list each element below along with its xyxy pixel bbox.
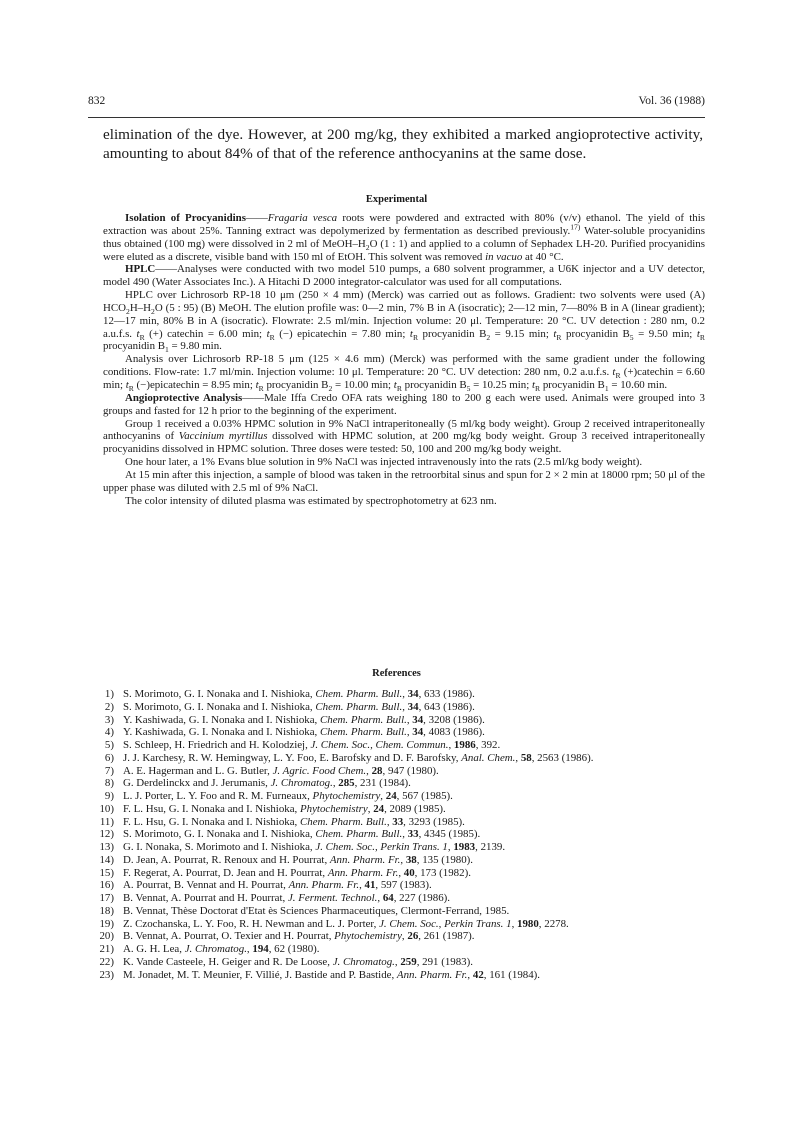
- reference-citation: B. Vennat, Thèse Doctorat d'Etat ès Sciences Pharmaceutiques, Clermont-Ferrand, 1985.: [123, 904, 510, 917]
- reference-item: [88, 752, 733, 765]
- reference-number: 18): [99, 904, 114, 917]
- reference-item: [88, 956, 733, 969]
- reference-item: [88, 867, 733, 880]
- references-list: [88, 688, 733, 981]
- reference-volume: 34: [412, 713, 424, 726]
- reference-number: 17): [99, 892, 114, 904]
- reference-number: 15): [99, 866, 114, 879]
- reference-citation: S. Morimoto, G. I. Nonaka and I. Nishioka, Chem. Pharm. Bull., 33, 4345 (1985).: [123, 828, 481, 841]
- intro-paragraph: [103, 125, 703, 163]
- reference-item: [88, 969, 733, 982]
- reference-citation: D. Jean, A. Pourrat, R. Renoux and H. Pourrat, Ann. Pharm. Fr., 38, 135 (1980).: [123, 853, 474, 866]
- reference-journal: Phytochemistry: [299, 802, 368, 815]
- reference-citation: A. Pourrat, B. Vennat and H. Pourrat, Ann. Pharm. Fr., 41, 597 (1983).: [123, 879, 432, 892]
- reference-item: [88, 816, 733, 829]
- evans-blue-paragraph: One hour later, a 1% Evans blue solution in 9% NaCl was injected intravenously into the rats (2.5 ml/kg body weight).: [125, 456, 643, 469]
- reference-volume: 33: [392, 815, 404, 828]
- reference-journal: Ann. Pharm. Fr.: [327, 866, 399, 879]
- angioprotective-label: Angioprotective Analysis: [125, 391, 243, 404]
- reference-item: [88, 828, 733, 841]
- reference-volume: 42: [472, 968, 484, 981]
- reference-citation: B. Vennat, A. Pourrat and H. Pourrat, J. Ferment. Technol., 64, 227 (1986).: [123, 892, 450, 904]
- reference-citation: G. I. Nonaka, S. Morimoto and I. Nishioka, J. Chem. Soc., Perkin Trans. 1, 1983, 2139.: [123, 841, 506, 853]
- isolation-species: Fragaria vesca: [267, 212, 338, 224]
- reference-volume: 38: [405, 853, 417, 866]
- reference-item: [88, 879, 733, 892]
- reference-citation: A. G. H. Lea, J. Chromatog., 194, 62 (1980).: [123, 943, 320, 955]
- group-species: Vaccinium myrtillus: [178, 430, 268, 443]
- reference-volume: 28: [371, 764, 383, 777]
- reference-number: 4): [104, 726, 114, 739]
- reference-number: 3): [104, 713, 114, 726]
- reference-journal: Phytochemistry: [334, 930, 402, 943]
- reference-citation: M. Jonadet, M. T. Meunier, F. Villié, J. Bastide and P. Bastide, Ann. Pharm. Fr., 42, 161 (1984).: [123, 968, 541, 981]
- reference-number: 5): [104, 739, 114, 751]
- volume-label: Vol. 36 (1988): [638, 95, 705, 107]
- reference-citation: Y. Kashiwada, G. I. Nonaka and I. Nishioka, Chem. Pharm. Bull., 34, 4083 (1986).: [123, 726, 485, 739]
- reference-citation: F. L. Hsu, G. I. Nonaka and I. Nishioka, Chem. Pharm. Bull., 33, 3293 (1985).: [123, 815, 465, 828]
- reference-journal: Ann. Pharm. Fr.: [288, 879, 360, 892]
- reference-number: 1): [104, 688, 114, 700]
- reference-journal: J. Chromatog.: [332, 955, 395, 968]
- reference-journal: Ann. Pharm. Fr.: [396, 968, 468, 981]
- reference-item: [88, 739, 733, 752]
- reference-volume: 1980: [517, 917, 539, 930]
- hplc-label: HPLC: [125, 263, 156, 276]
- reference-citation: Z. Czochanska, L. Y. Foo, R. H. Newman and L. J. Porter, J. Chem. Soc., Perkin Trans. 1, 1980, 2278.: [123, 917, 569, 930]
- reference-item: [88, 905, 733, 918]
- reference-number: 23): [99, 968, 114, 981]
- reference-volume: 285: [338, 777, 355, 790]
- reference-citation: F. L. Hsu, G. I. Nonaka and I. Nishioka, Phytochemistry, 24, 2089 (1985).: [123, 802, 446, 815]
- reference-journal: Chem. Pharm. Bull.: [315, 700, 403, 713]
- reference-item: [88, 841, 733, 854]
- reference-item: [88, 943, 733, 956]
- reference-number: 13): [99, 841, 114, 853]
- reference-journal: Ann. Pharm. Fr.: [329, 853, 401, 866]
- reference-item: [88, 726, 733, 739]
- hplc-paragraph: HPLC——Analyses were conducted with two model 510 pumps, a 680 solvent programmer, a U6K injector and a UV detector, model 490 (Water Associates Inc.). A Hitachi D 2000 integrator-calculator was used for all computations.: [103, 263, 705, 289]
- reference-journal: J. Chromatog.: [270, 777, 333, 790]
- reference-citation: L. J. Porter, L. Y. Foo and R. M. Furneaux, Phytochemistry, 24, 567 (1985).: [123, 790, 453, 802]
- reference-item: [88, 688, 733, 701]
- reference-citation: K. Vande Casteele, H. Geiger and R. De Loose, J. Chromatog., 259, 291 (1983).: [123, 955, 473, 968]
- reference-citation: B. Vennat, A. Pourrat, O. Texier and H. Pourrat, Phytochemistry, 26, 261 (1987).: [123, 930, 475, 943]
- reference-number: 11): [99, 815, 114, 828]
- blood-sample-paragraph: At 15 min after this injection, a sample of blood was taken in the retroorbital sinus and spun for 2 × 2 min at 18000 rpm; 50 μl of the upper phase was diluted with 2.5 ml of 9% NaCl.: [103, 468, 705, 494]
- experimental-heading: Experimental: [365, 194, 428, 205]
- reference-citation: G. Derdelinckx and J. Jerumanis, J. Chromatog., 285, 231 (1984).: [123, 777, 411, 790]
- analysis-paragraph: Analysis over Lichrosorb RP-18 5 μm (125 × 4.6 mm) (Merck) was performed with the same gradient under the following conditions. Flow-rate: 1.7 ml/min. Injection volume: 10 μl. Temperature: 20 °C. UV detection: 280 nm, 0.2 a.u.f.s. $t_R$ (+)catechin = 6.60 min; $t_R$ (−)epicatechin = 8.95 min; $t_R$ procyanidin $B_2 = 10.00$ min; $t_R$ procyanidin $B_5 = 10.25$ min; $t_R$ procyanidin $B_1 = 10.60$ min.: [103, 353, 705, 394]
- reference-volume: 26: [407, 930, 419, 943]
- color-intensity-paragraph: The color intensity of diluted plasma was estimated by spectrophotometry at 623 nm.: [125, 494, 497, 507]
- reference-journal: Chem. Pharm. Bull.: [315, 828, 403, 841]
- reference-volume: 40: [403, 866, 415, 879]
- reference-citation: S. Morimoto, G. I. Nonaka and I. Nishioka, Chem. Pharm. Bull., 34, 643 (1986).: [123, 700, 475, 713]
- reference-item: [88, 892, 733, 905]
- reference-number: 9): [104, 790, 114, 802]
- hplc-lichrosorb-paragraph: HPLC over Lichrosorb RP-18 10 μm (250 × 4 mm) (Merck) was carried out as follows. Gradient: two solvents were used (A) $HCO_2H-H_2O$ (5 : 95) (B) MeOH. The elution profile was: 0—2 min, 7% B in A (isocratic); 2—12 min, 7—80% B in A (linear gradient); 12—17 min, 80% B in A (isocratic). Flowrate: 2.5 ml/min. Injection volume: 20 μl. Temperature: 20 °C. UV detection : 280 nm, 0.2 a.u.f.s. $t_R$ (+) catechin = 6.00 min; $t_R$ (−) epicatechin = 7.80 min; $t_R$ procyanidin $B_2 = 9.15$ min; $t_R$ procyanidin $B_5 = 9.50$ min; $t_R$ procyanidin $B_1 = 9.80$ min.: [103, 289, 705, 355]
- isolation-paragraph: Isolation of Procyanidins——Fragaria vesca roots were powdered and extracted with 80% (v/v) ethanol. The yield of this extraction was about 25%. Tanning extract was depolymerized by fermentation as described previously.$^{17)}$ Water-soluble procyanidins thus obtained (100 mg) were dissolved in 2 ml of MeOH–$H_2O$ (1 : 1) and applied to a column of Sephadex LH-20. Purified procyanidins were eluted as a discrete, visible band with 150 ml of EtOH. This solvent was removed in vacuo at 40 °C.: [103, 212, 706, 263]
- reference-volume: 41: [364, 879, 376, 892]
- reference-volume: 58: [520, 751, 532, 764]
- reference-journal: Chem. Pharm. Bull.: [320, 726, 407, 739]
- reference-volume: 34: [407, 700, 419, 713]
- reference-item: [88, 777, 733, 790]
- reference-number: 19): [99, 917, 114, 930]
- reference-number: 8): [104, 777, 114, 790]
- reference-volume: 24: [385, 790, 397, 802]
- reference-volume: 1983: [453, 841, 476, 853]
- reference-number: 20): [99, 930, 114, 943]
- groups-paragraph: Group 1 received a 0.03% HPMC solution in 9% NaCl intraperitoneally (5 ml/kg body weight). Group 2 received intraperitoneally anthocyanins of Vaccinium myrtillus dissolved with HPMC solution, at 200 mg/kg body weight. Group 3 received intraperitoneally procyanidins dissolved in HPMC solution. Three doses were tested: 50, 100 and 200 mg/kg body weight.: [103, 417, 706, 456]
- reference-journal: J. Chem. Soc., Perkin Trans. 1: [379, 917, 512, 930]
- reference-number: 21): [99, 943, 114, 955]
- reference-volume: 34: [412, 726, 424, 739]
- reference-number: 16): [99, 879, 114, 892]
- reference-volume: 194: [252, 943, 269, 955]
- reference-journal: Chem. Pharm. Bull.: [320, 713, 407, 726]
- reference-journal: J. Chromatog.: [184, 943, 247, 955]
- reference-volume: 24: [373, 802, 385, 815]
- reference-item: [88, 854, 733, 867]
- reference-volume: 259: [400, 955, 417, 968]
- reference-journal: J. Chem. Soc., Perkin Trans. 1: [315, 841, 448, 853]
- intro-text: elimination of the dye. However, at 200 mg/kg, they exhibited a marked angioprotective activity, amounting to about 84% of that of the reference anthocyanins at the same dose.: [103, 126, 703, 162]
- running-header: [88, 95, 705, 111]
- isolation-label: Isolation of Procyanidins: [125, 212, 246, 224]
- references-heading: References: [372, 668, 421, 679]
- reference-item: [88, 918, 733, 931]
- reference-citation: F. Regerat, A. Pourrat, D. Jean and H. Pourrat, Ann. Pharm. Fr., 40, 173 (1982).: [123, 866, 471, 879]
- reference-citation: A. E. Hagerman and L. G. Butler, J. Agric. Food Chem., 28, 947 (1980).: [123, 764, 439, 777]
- reference-item: [88, 803, 733, 816]
- reference-journal: Chem. Pharm. Bull.: [299, 815, 387, 828]
- reference-journal: Phytochemistry: [312, 790, 381, 802]
- reference-item: [88, 930, 733, 943]
- reference-citation: S. Morimoto, G. I. Nonaka and I. Nishioka, Chem. Pharm. Bull., 34, 633 (1986).: [123, 688, 475, 700]
- reference-item: [88, 765, 733, 778]
- reference-volume: 1986: [453, 739, 476, 751]
- reference-number: 7): [104, 764, 114, 777]
- header-rule: [88, 117, 705, 118]
- angioprotective-paragraph: Angioprotective Analysis——Male Iffa Credo OFA rats weighing 180 to 200 g each were used. Animals were grouped into 3 groups and fasted for 12 h prior to the beginning of the experiment.: [103, 391, 706, 417]
- reference-item: [88, 701, 733, 714]
- reference-citation: S. Schleep, H. Friedrich and H. Kolodziej, J. Chem. Soc., Chem. Commun., 1986, 392.: [123, 739, 501, 751]
- reference-journal: Chem. Pharm. Bull.: [315, 688, 403, 700]
- reference-journal: J. Agric. Food Chem.: [272, 764, 367, 777]
- reference-number: 14): [99, 853, 114, 866]
- experimental-section: [103, 212, 705, 507]
- reference-volume: 64: [382, 892, 394, 904]
- reference-citation: J. J. Karchesy, R. W. Hemingway, L. Y. Foo, E. Barofsky and D. F. Barofsky, Anal. Chem., 58, 2563 (1986).: [123, 751, 594, 764]
- reference-citation: Y. Kashiwada, G. I. Nonaka and I. Nishioka, Chem. Pharm. Bull., 34, 3208 (1986).: [123, 713, 485, 726]
- reference-item: [88, 790, 733, 803]
- page-number: 832: [88, 95, 106, 107]
- reference-number: 10): [99, 802, 114, 815]
- reference-volume: 33: [407, 828, 419, 841]
- reference-item: [88, 714, 733, 727]
- reference-number: 6): [104, 751, 114, 764]
- reference-journal: Anal. Chem.: [461, 751, 516, 764]
- reference-volume: 34: [407, 688, 419, 700]
- reference-number: 22): [99, 955, 114, 968]
- reference-journal: J. Ferment. Technol.: [287, 892, 378, 904]
- reference-journal: J. Chem. Soc., Chem. Commun.: [310, 739, 449, 751]
- reference-number: 2): [104, 700, 114, 713]
- reference-number: 12): [99, 828, 114, 841]
